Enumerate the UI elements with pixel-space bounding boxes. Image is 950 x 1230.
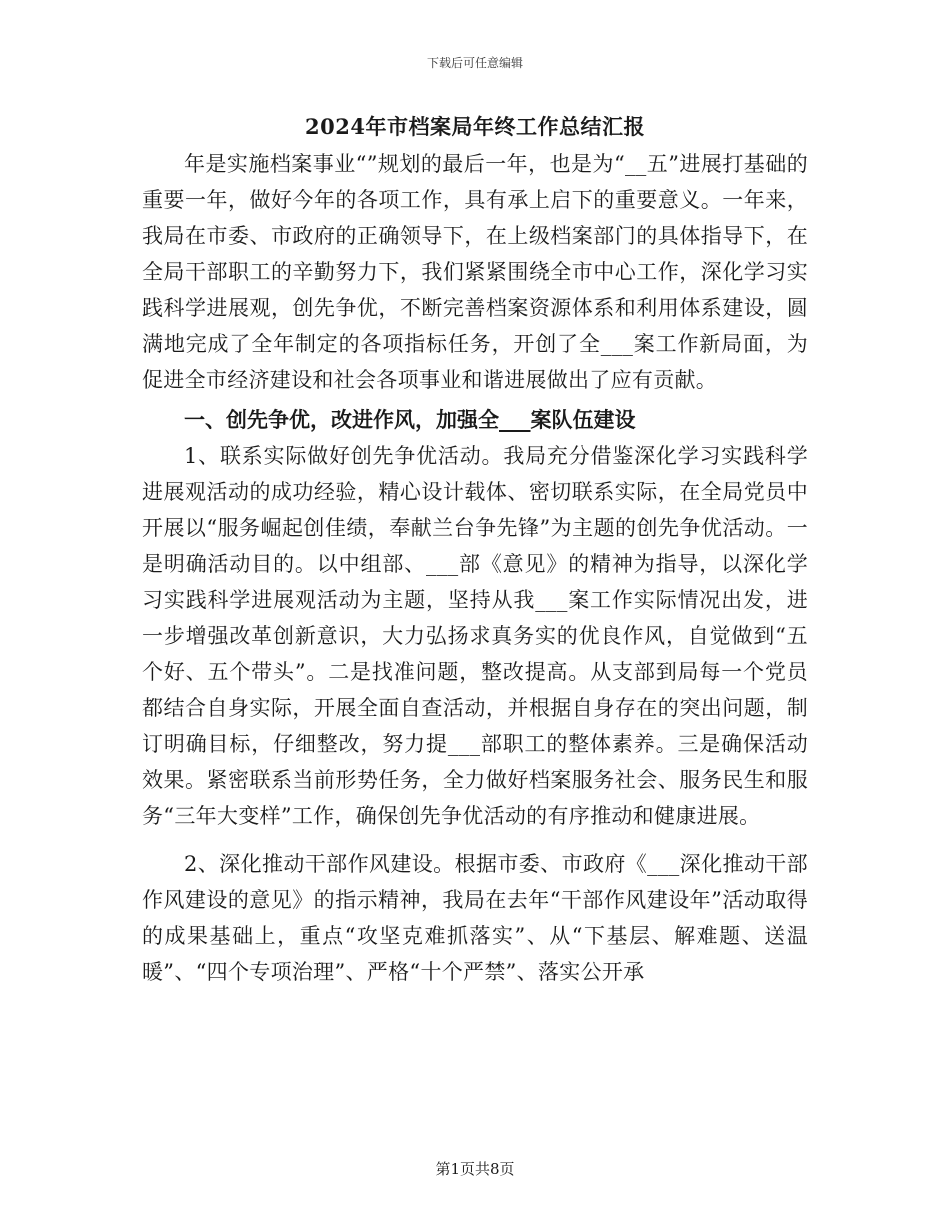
document-title: 2024年市档案局年终工作总结汇报: [305, 114, 645, 139]
document-body: [142, 112, 808, 990]
section-1-heading: 一、创先争优，改进作风，加强全___案队伍建设: [184, 407, 636, 432]
intro-paragraph: 年是实施档案事业“”规划的最后一年，也是为“__五”进展打基础的重要一年，做好今年的各项工作，具有承上启下的重要意义。一年来，我局在市委、市政府的正确领导下，在上级档案部门的具体指导下，在全局干部职工的辛勤努力下，我们紧紧围绕全市中心工作，深化学习实践科学进展观，创先争优，不断完善档案资源体系和利用体系建设，圆满地完成了全年制定的各项指标任务，开创了全___案工作新局面，为促进全市经济建设和社会各项事业和谐进展做出了应有贡献。: [142, 152, 808, 392]
section-1-paragraph-1: 1、联系实际做好创先争优活动。我局充分借鉴深化学习实践科学进展观活动的成功经验，精心设计载体、密切联系实际，在全局党员中开展以“服务崛起创佳绩，奉献兰台争先锋”为主题的创先争优活动。一是明确活动目的。以中组部、___部《意见》的精神为指导，以深化学习实践科学进展观活动为主题，坚持从我___案工作实际情况出发，进一步增强改革创新意识，大力弘扬求真务实的优良作风，自觉做到“五个好、五个带头”。二是找准问题，整改提高。从支部到局每一个党员都结合自身实际，开展全面自查活动，并根据自身存在的突出问题，制订明确目标，仔细整改，努力提___部职工的整体素养。三是确保活动效果。紧密联系当前形势任务，全力做好档案服务社会、服务民生和服务“三年大变样”工作，确保创先争优活动的有序推动和健康进展。: [142, 444, 808, 828]
page-header-note: 下载后可任意编辑: [426, 56, 523, 70]
section-1-paragraph-2: 2、深化推动干部作风建设。根据市委、市政府《___深化推动干部作风建设的意见》的指示精神，我局在去年“干部作风建设年”活动取得的成果基础上，重点“攻坚克难抓落实”、从“下基层、解难题、送温暖”、“四个专项治理”、严格“十个严禁”、落实公开承: [142, 852, 808, 984]
page-number: 第1页共8页: [435, 1160, 515, 1178]
